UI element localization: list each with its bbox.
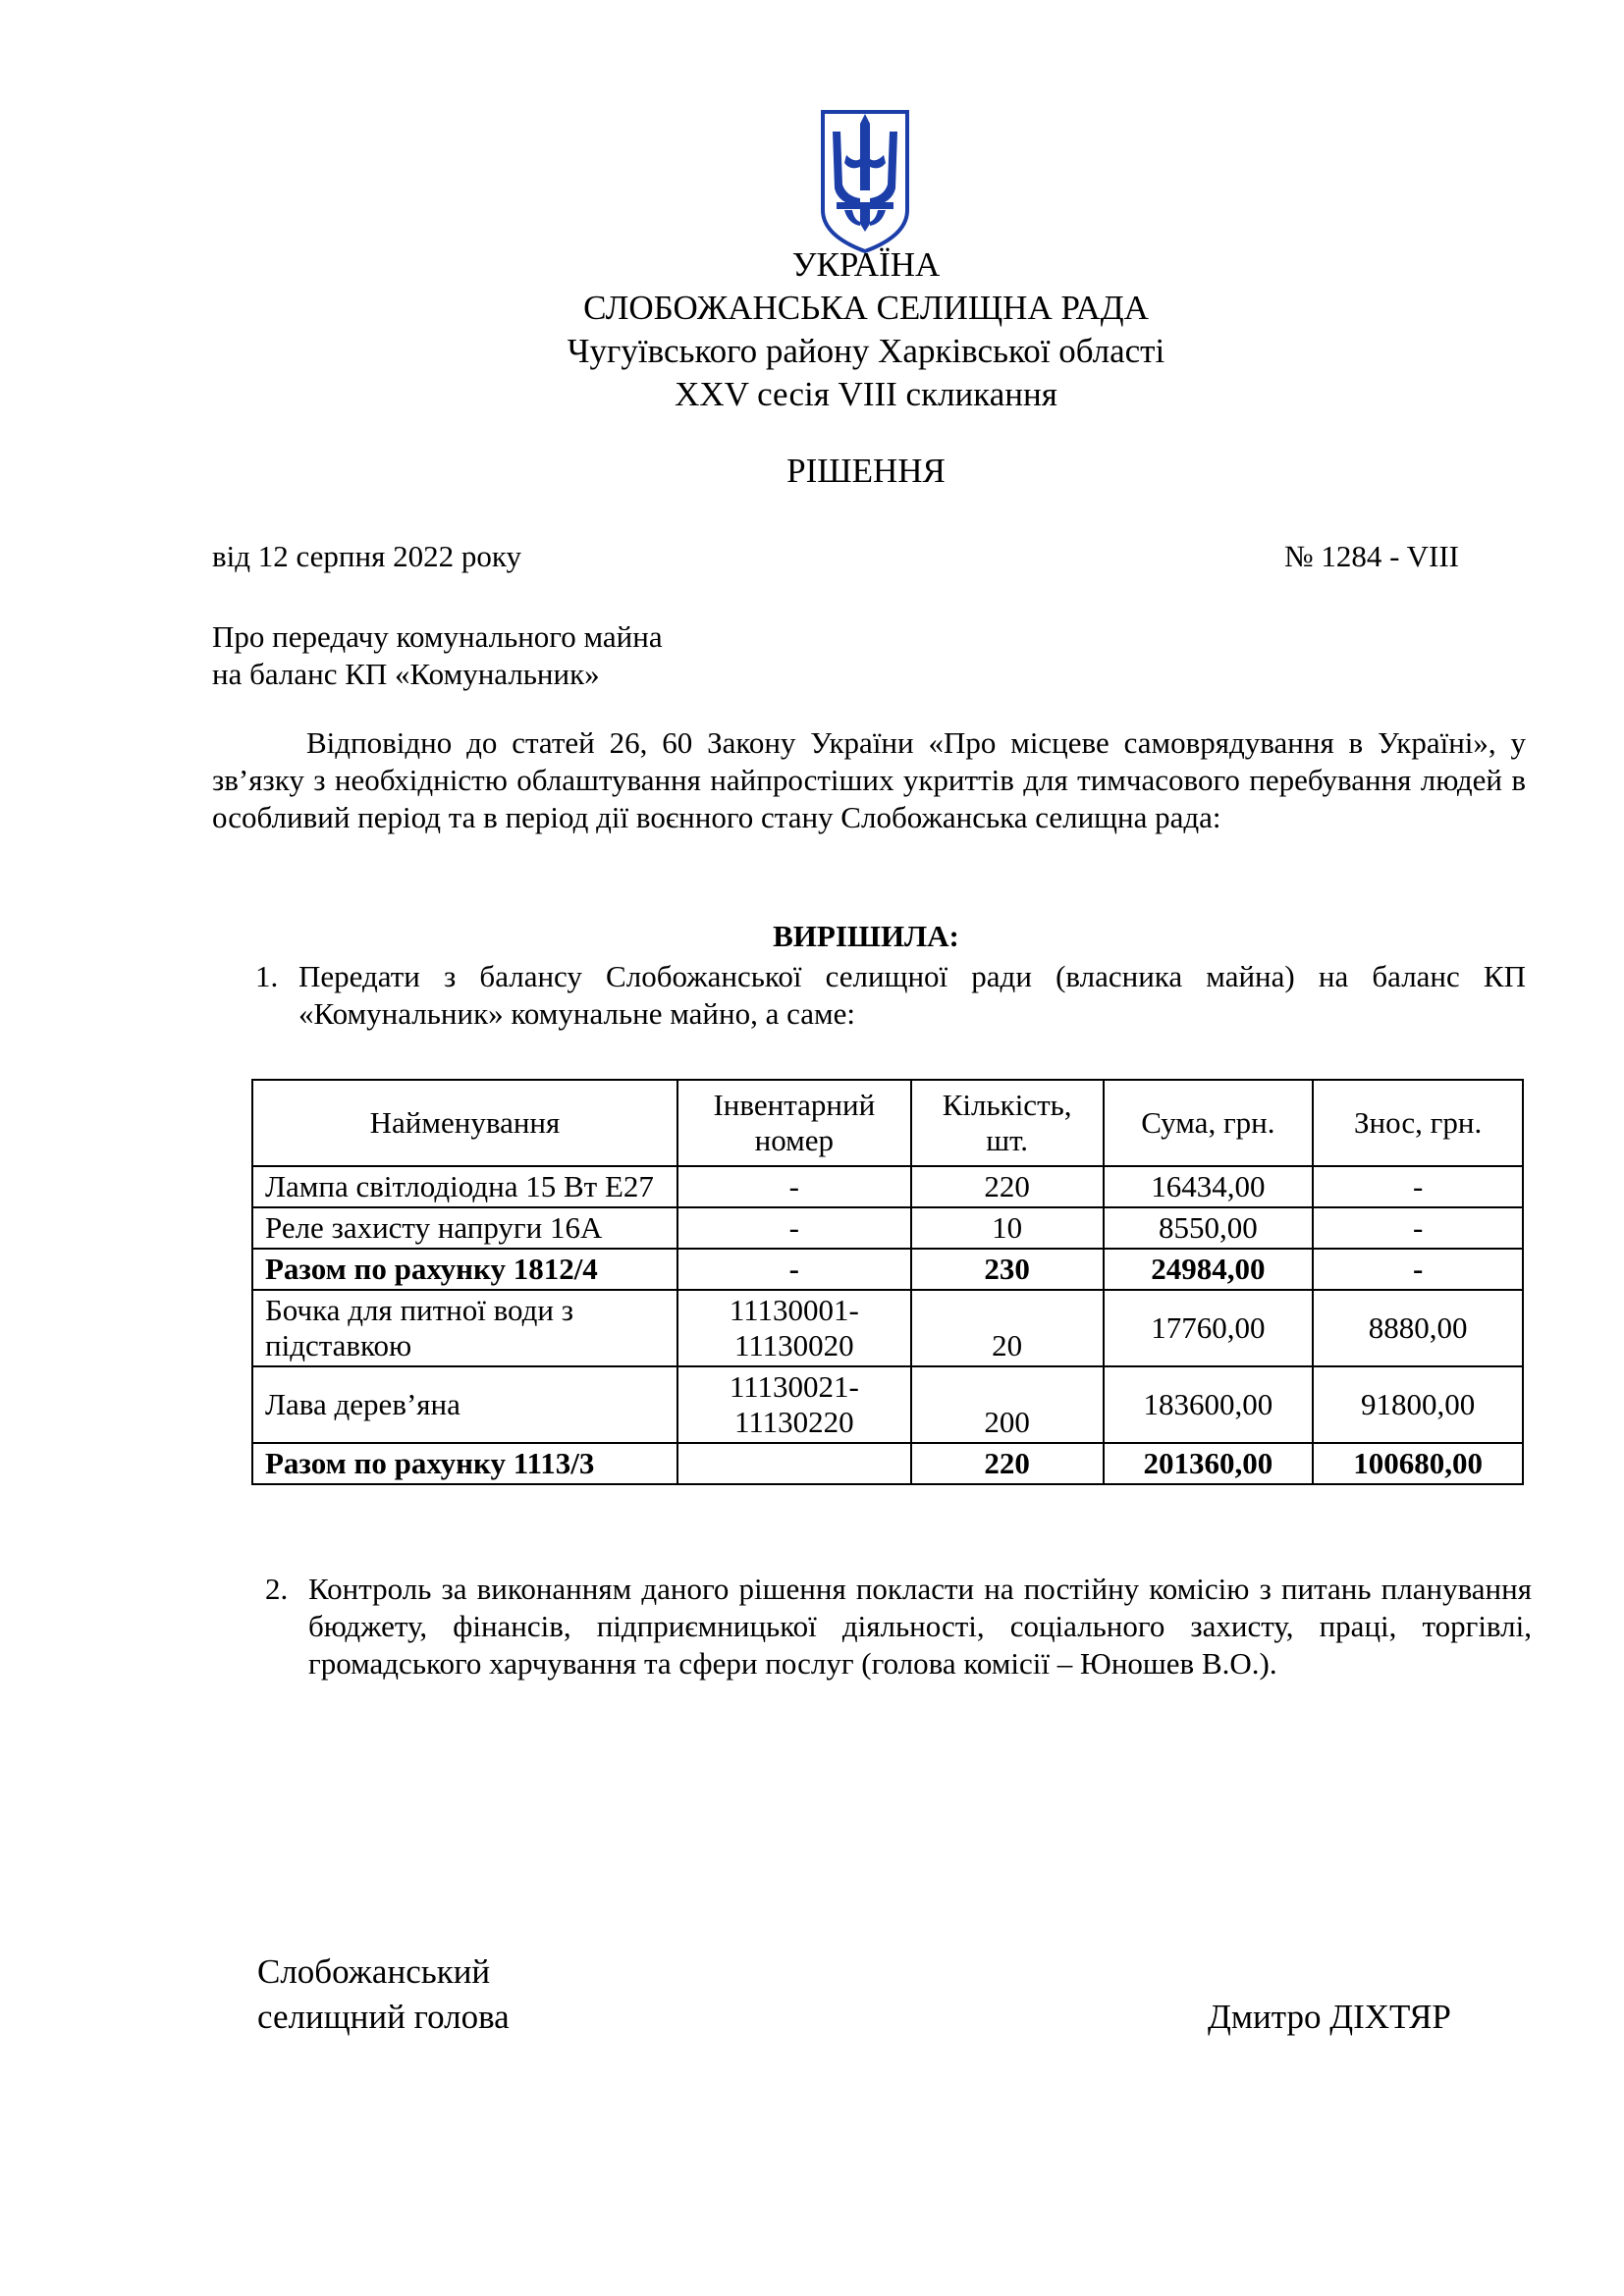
date-number-line: [212, 537, 1459, 576]
cell-depreciation: 91800,00: [1313, 1366, 1523, 1443]
cell-name: Разом по рахунку 1113/3: [252, 1443, 677, 1484]
signatory-title-line: селищний голова: [257, 1998, 510, 2036]
cell-sum: 8550,00: [1104, 1207, 1314, 1249]
district-title: Чугуївського району Харківської області: [567, 332, 1165, 370]
cell-name: Разом по рахунку 1812/4: [252, 1249, 677, 1290]
cell-inventory: -: [677, 1249, 911, 1290]
cell-name: Реле захисту напруги 16А: [252, 1207, 677, 1249]
decision-item: [265, 1571, 1532, 1682]
preamble-paragraph: Відповідно до статей 26, 60 Закону України «Про місцеве самоврядування в Україні», у зв’язку з необхідністю облаштування найпростіших укриттів для тимчасового перебування людей в особливий період та в період дії воєнного стану Слобожанська селищна рада:: [212, 725, 1526, 834]
cell-sum: 201360,00: [1104, 1443, 1314, 1484]
column-header: Кількість, шт.: [911, 1080, 1104, 1166]
cell-qty: 20: [911, 1290, 1104, 1366]
trident-emblem-icon: [817, 108, 913, 253]
cell-sum: 183600,00: [1104, 1366, 1314, 1443]
session-title: XXV сесія VIII скликання: [675, 375, 1057, 413]
cell-sum: 16434,00: [1104, 1166, 1314, 1207]
table-header-row: [252, 1080, 1523, 1166]
cell-sum: 17760,00: [1104, 1290, 1314, 1366]
cell-inventory: 11130021-11130220: [677, 1366, 911, 1443]
document-subject: [212, 618, 663, 693]
cell-inventory: [677, 1443, 911, 1484]
assets-table: [251, 1079, 1524, 1485]
signatory-title: [257, 1949, 510, 2040]
decided-heading: ВИРІШИЛА:: [773, 919, 959, 953]
cell-depreciation: 100680,00: [1313, 1443, 1523, 1484]
document-type: РІШЕННЯ: [786, 452, 946, 490]
cell-name: Лампа світлодіодна 15 Вт Е27: [252, 1166, 677, 1207]
cell-inventory: 11130001-11130020: [677, 1290, 911, 1366]
cell-depreciation: -: [1313, 1249, 1523, 1290]
cell-name: Бочка для питної води з підставкою: [252, 1290, 677, 1366]
council-title: СЛОБОЖАНСЬКА СЕЛИЩНА РАДА: [583, 289, 1149, 327]
document-date: від 12 серпня 2022 року: [212, 539, 521, 573]
signatory-name: Дмитро ДІХТЯР: [1208, 1998, 1451, 2036]
item-number: 1.: [255, 959, 279, 993]
column-header: Знос, грн.: [1313, 1080, 1523, 1166]
cell-inventory: -: [677, 1166, 911, 1207]
table-row: [252, 1290, 1523, 1366]
cell-depreciation: -: [1313, 1207, 1523, 1249]
cell-qty: 10: [911, 1207, 1104, 1249]
document-number: № 1284 - VIII: [1284, 539, 1459, 573]
column-header: Інвентарний номер: [677, 1080, 911, 1166]
cell-inventory: -: [677, 1207, 911, 1249]
item-text: Передати з балансу Слобожанської селищної ради (власника майна) на баланс КП «Комунальник» комунальне майно, а саме:: [298, 959, 1526, 1031]
cell-sum: 24984,00: [1104, 1249, 1314, 1290]
column-header: Найменування: [252, 1080, 677, 1166]
signatory-title-line: Слобожанський: [257, 1952, 491, 1991]
item-text: Контроль за виконанням даного рішення покласти на постійну комісію з питань планування бюджету, фінансів, підприємницької діяльності, соціального захисту, праці, торгівлі, громадського харчування та сфери послуг (голова комісії – Юношев В.О.).: [308, 1572, 1532, 1681]
subject-line: на баланс КП «Комунальник»: [212, 657, 600, 691]
cell-qty: 230: [911, 1249, 1104, 1290]
cell-qty: 220: [911, 1166, 1104, 1207]
table-row: [252, 1166, 1523, 1207]
cell-depreciation: -: [1313, 1166, 1523, 1207]
table-row: [252, 1366, 1523, 1443]
country-title: УКРАЇНА: [791, 245, 941, 284]
table-total-row: [252, 1249, 1523, 1290]
column-header: Сума, грн.: [1104, 1080, 1314, 1166]
table-row: [252, 1207, 1523, 1249]
cell-qty: 220: [911, 1443, 1104, 1484]
item-number: 2.: [265, 1572, 289, 1606]
cell-name: Лава дерев’яна: [252, 1366, 677, 1443]
subject-line: Про передачу комунального майна: [212, 619, 663, 654]
cell-depreciation: 8880,00: [1313, 1290, 1523, 1366]
cell-qty: 200: [911, 1366, 1104, 1443]
table-total-row: [252, 1443, 1523, 1484]
decision-item: [255, 958, 1526, 1033]
